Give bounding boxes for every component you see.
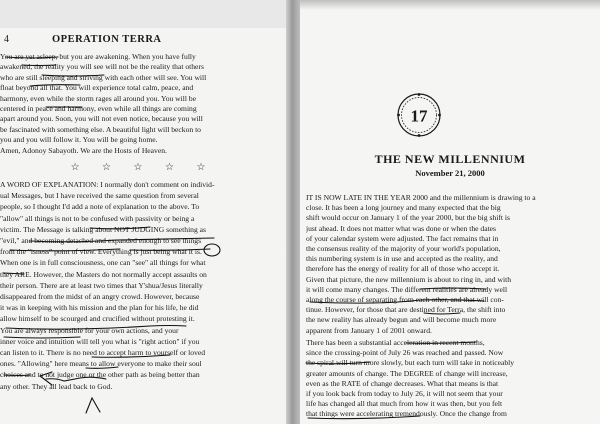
text-line: close. It has been a long journey and many expected that the big [306, 203, 501, 213]
text-line: allow himself to be scourged and crucified without protesting it. [0, 314, 195, 324]
text-line: if you look back from today to July 26, it will not seem that your [306, 389, 503, 398]
chapter-number: 17 [410, 106, 428, 126]
text-line: shift would occur on January 1 of the year 2000, but the big shift is [306, 213, 510, 223]
text-line: their person. There are at least two times that Y'shua/Jesus literally [0, 280, 203, 290]
text-line: since the crossing-point of July 26 was reached and passed. Now [306, 348, 504, 358]
text-line: it will come many changes. The different realities are already well [306, 284, 508, 294]
text-line: life has changed all that much from how it was then, but you felt [306, 399, 503, 409]
text-line: ual Messages, but I have received the same question from several [0, 191, 199, 201]
page-number: 4 [4, 34, 9, 45]
text-line: therefore has the energy of reality for all of those who accept it. [306, 264, 500, 274]
text-line: victim. The Message is talking about NOT JUDGING something as [0, 224, 206, 234]
chapter-badge [396, 92, 442, 138]
text-line: they ARE. However, the Masters do not normally accept assaults on [0, 269, 207, 279]
text-line: IT IS NOW LATE IN THE YEAR 2000 and the millennium is drawing to a [306, 193, 536, 202]
text-line: There has been a substantial acceleration in recent months, [306, 338, 485, 347]
text-line: of your calendar system were adjusted. The fact remains that in [306, 233, 499, 243]
text-line: be fascinated with something else. A beautiful light will beckon to [0, 124, 201, 134]
text-line: people, so I thought I'd add a note of explanation to the above. To [0, 202, 200, 212]
text-line: centered in peace and harmony, even while all things are coming [0, 104, 197, 113]
text-line: ones. "Allowing" here means to allow everyone to make their soul [0, 359, 202, 369]
running-head [4, 34, 284, 48]
text-line: just ahead. It does not matter what was done or when the dates [306, 223, 496, 233]
text-line: it was in keeping with his mission and the plan for his life, he did [0, 303, 199, 313]
page-edge-shadow [300, 0, 600, 10]
text-line: any other. They all lead back to God. [0, 381, 113, 391]
chapter-title: THE NEW MILLENNIUM [374, 152, 526, 166]
section-stars: ☆ ☆ ☆ ☆ ☆ [70, 162, 216, 173]
text-line: A WORD OF EXPLANATION: I normally don't comment on individ- [0, 180, 215, 189]
text-line: tinue. However, for those that are destined for Terra, the shift into [306, 305, 506, 315]
text-line: awakened, the reality you will see will not be the reality that others [0, 62, 204, 72]
text-line: You are always responsible for your own actions, and your [0, 325, 179, 335]
text-line: Amen, Adonoy Sabayoth. We are the Hosts of Heaven. [0, 145, 167, 155]
text-line: You are yet asleep, but you are awakening. When you have fully [0, 52, 196, 61]
text-line: the new reality has already begun and will become much more [306, 315, 497, 325]
text-line: choices and to not judge one or the other path as being better than [0, 370, 200, 380]
text-line: even as the RATE of change decreases. What that means is that [306, 378, 499, 388]
text-line: from the "isness" point of view. Everything is just being what it is. [0, 247, 202, 257]
ornament-icon [396, 92, 442, 138]
book-gutter [286, 0, 300, 424]
text-line: apparent from January 1 of 2001 onward. [306, 325, 432, 335]
text-line: you and you will follow it. You will be going home. [0, 135, 158, 145]
text-line: disappeared from the midst of an angry crowd. However, because [0, 292, 200, 301]
right-page [300, 0, 600, 424]
text-line: "allow" all things is not to be confused with passivity or being a [0, 213, 195, 223]
text-line: float beyond all that. You will experience total calm, peace, and [0, 83, 194, 93]
book-title: OPERATION TERRA [52, 34, 162, 45]
text-line: the spiral will turn more slowly, but each turn will take in noticeably [306, 358, 515, 368]
left-page [0, 28, 286, 424]
chapter-date: November 21, 2000 [415, 168, 485, 178]
text-line: apart around you. Soon, you will not even notice, because you will [0, 114, 203, 124]
text-line: who are still sleeping and striving with each other will see. You will [0, 72, 207, 82]
text-line: harmony, even while the storm rages all around you. You will be [0, 93, 197, 103]
text-line: "evil," and becoming detached and expanded enough to see things [0, 236, 202, 245]
text-line: greater amounts of change. The DEGREE of change will increase, [306, 368, 508, 378]
text-line: Given that picture, the new millennium is about to ring in, and with [306, 274, 511, 284]
text-line: inner voice and intuition will tell you what is "right action" if you [0, 336, 200, 346]
text-line: When one is in full consciousness, one can "see" all things for what [0, 258, 206, 268]
text-line: along the course of separating from each other, and that will con- [306, 295, 504, 304]
text-line: can listen to it. There is no need to accept harm to yourself or loved [0, 348, 206, 357]
text-line: this numbering system is in use and accepted as the reality, and [306, 254, 498, 264]
text-line: that things were accelerating tremendously. Once the change from [306, 409, 507, 419]
text-line: the consensus reality of the majority of your world's population, [306, 244, 501, 253]
